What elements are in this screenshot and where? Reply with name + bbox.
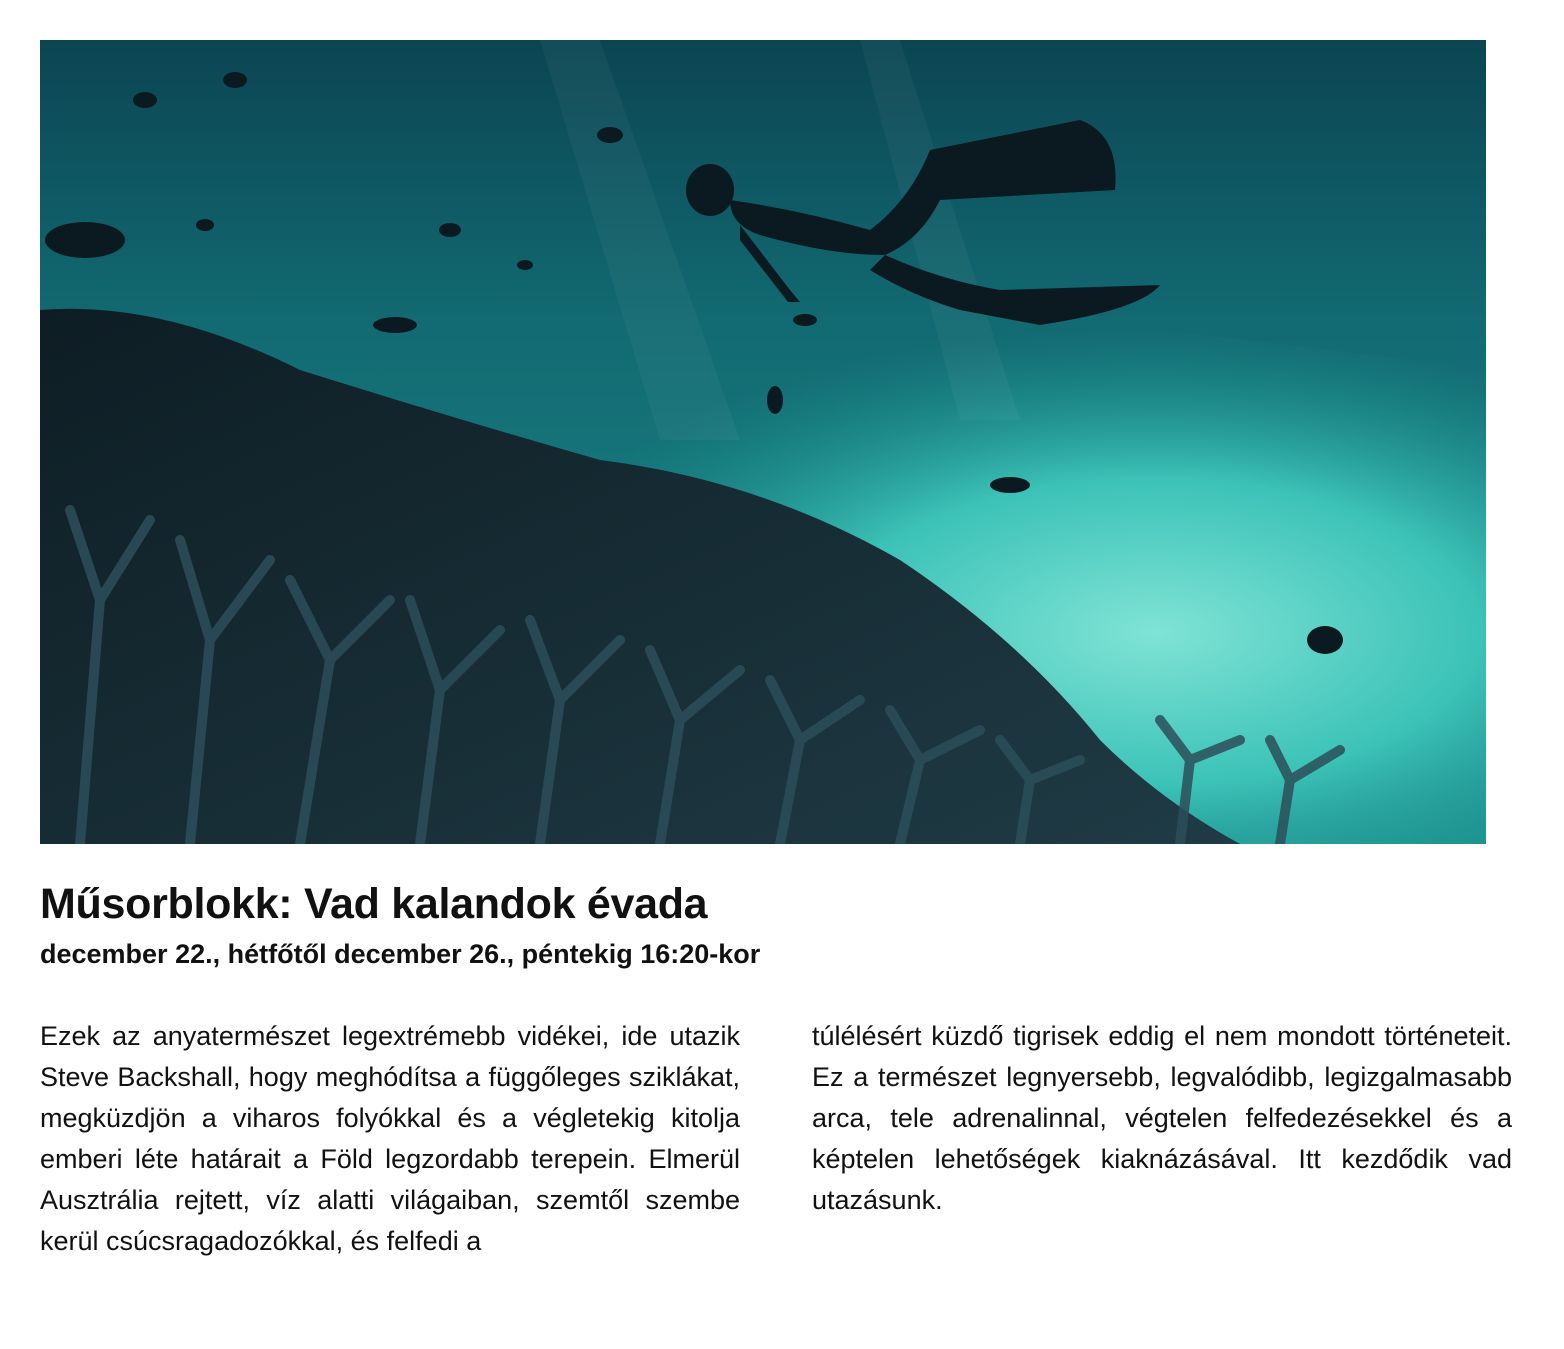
underwater-scene-illustration <box>40 40 1486 844</box>
broadcast-schedule: december 22., hétfőtől december 26., péntekig 16:20-kor <box>40 939 761 969</box>
body-text-right-column: túlélésért küzdő tigrisek eddig el nem mondott történeteit. Ez a természet legnyersebb, legvalódibb, legizgalmasabb arca, tele adrenalinnal, végtelen felfedezésekkel és a képtelen lehetőségek kiaknázásával. Itt kezdődik vad utazásunk. <box>812 1021 1512 1215</box>
page-title: Műsorblokk: Vad kalandok évada <box>40 880 708 928</box>
hero-photo <box>40 40 1486 844</box>
body-text-left-column: Ezek az anyatermészet legextrémebb vidékei, ide utazik Steve Backshall, hogy meghódítsa a függőleges sziklákat, megküzdjön a viharos folyókkal és a végletekig kitolja emberi léte határait a Föld legzordabb terepein. Elmerül Ausztrália rejtett, víz alatti világaiban, szemtől szembe kerül csúcsragadozókkal, és felfedi a <box>40 1021 740 1256</box>
